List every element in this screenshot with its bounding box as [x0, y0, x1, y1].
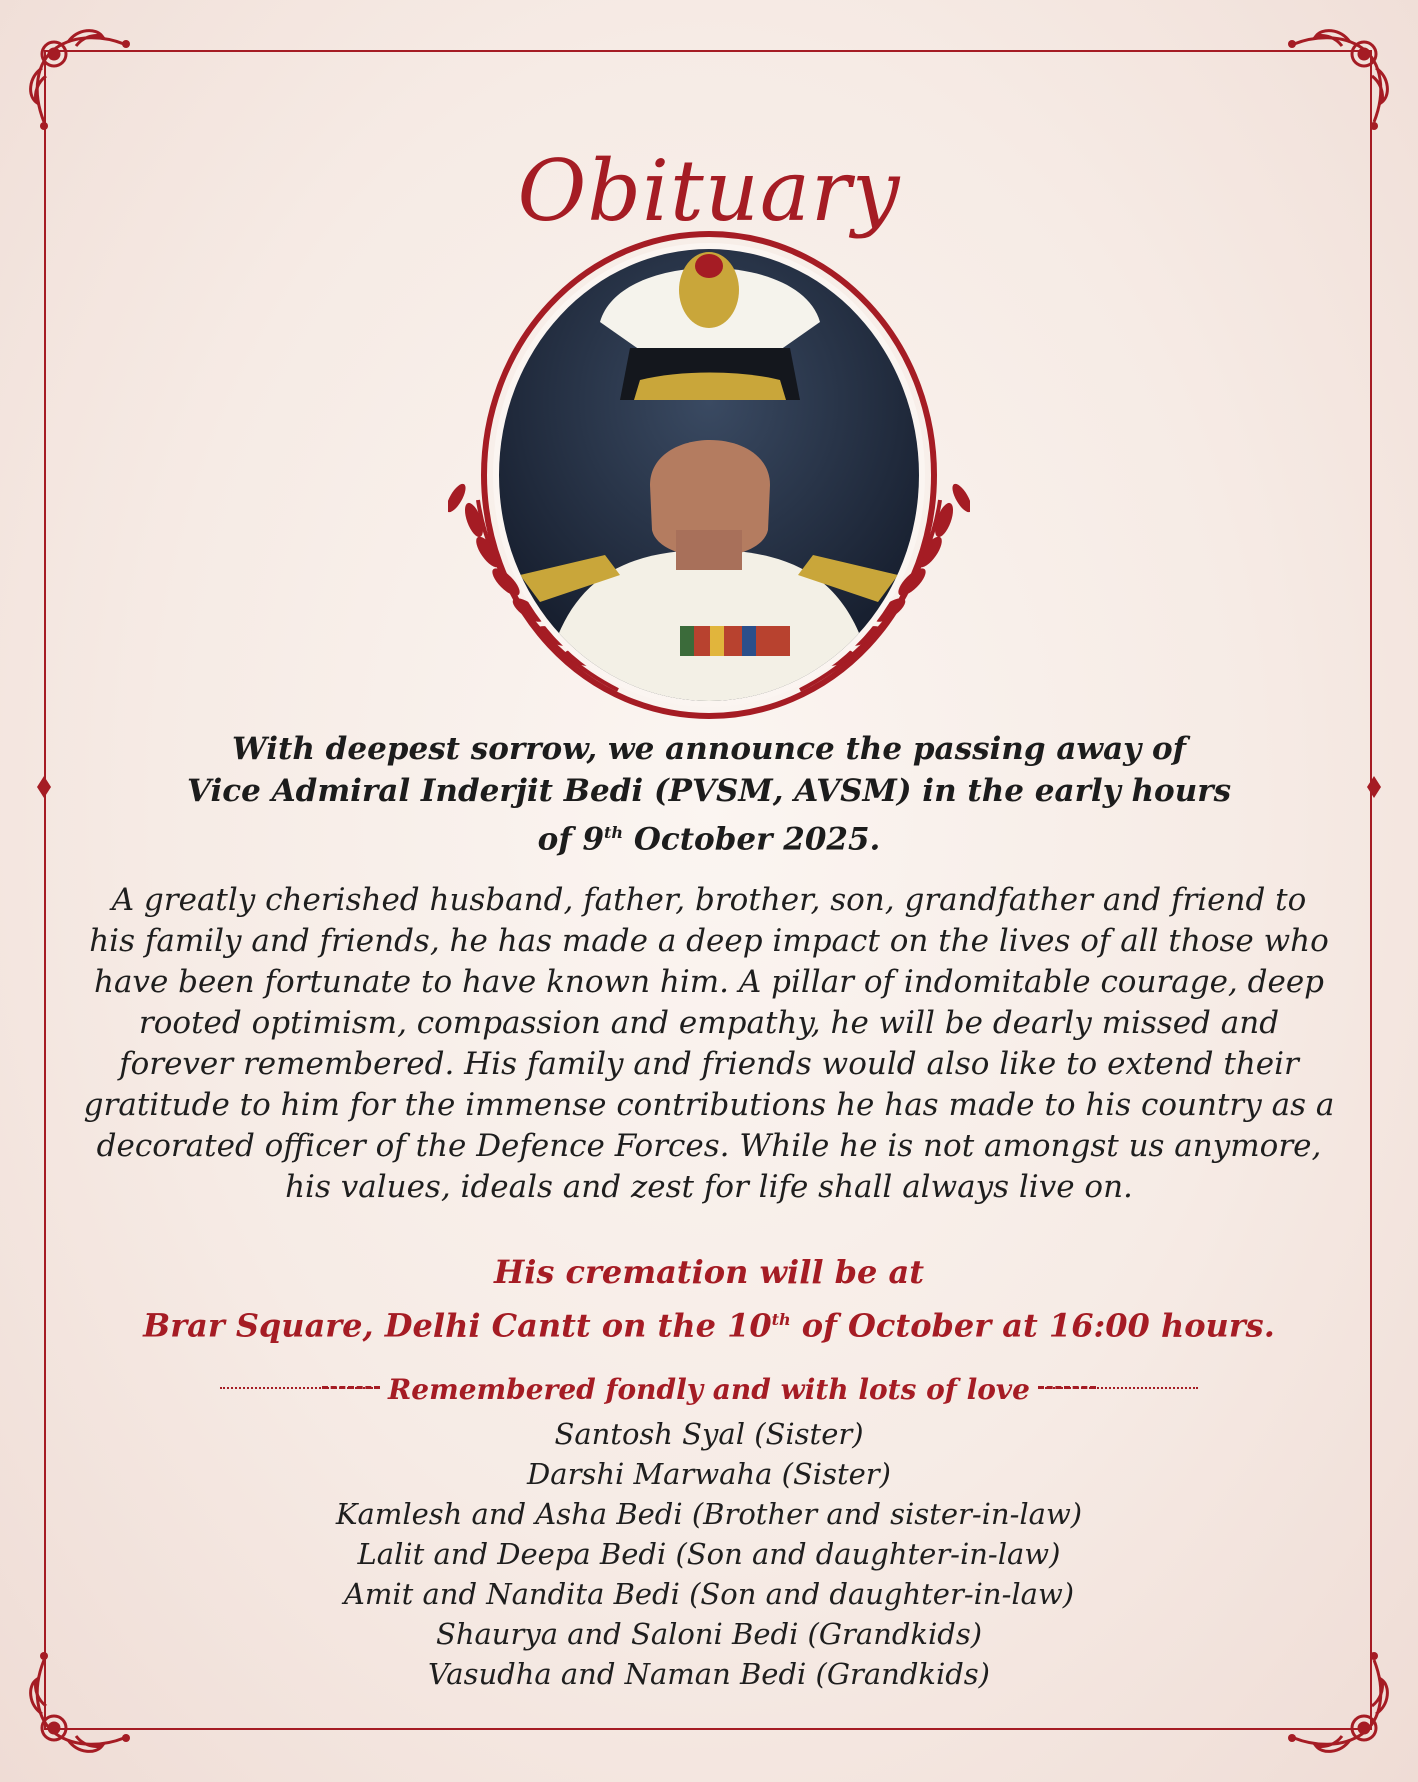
- tribute-line: A greatly cherished husband, father, brother, son, grandfather and friend to: [111, 882, 1307, 918]
- remembered-label: Remembered fondly and with lots of love: [388, 1372, 1030, 1406]
- family-member: Darshi Marwaha (Sister): [527, 1457, 891, 1491]
- divider-left: [220, 1387, 380, 1391]
- cremation-line-1: His cremation will be at: [493, 1253, 925, 1291]
- announcement-line-3: of 9th October 2025.: [537, 821, 881, 858]
- family-member: Santosh Syal (Sister): [554, 1417, 864, 1451]
- tribute-line: decorated officer of the Defence Forces. While he is not amongst us anymore,: [96, 1128, 1322, 1164]
- divider-right: [1038, 1387, 1198, 1391]
- family-list: [0, 1414, 1418, 1694]
- corner-ornament-top-right: [1286, 22, 1396, 132]
- tribute-line: forever remembered. His family and friends would also like to extend their: [119, 1046, 1299, 1082]
- tribute-line: gratitude to him for the immense contributions he has made to his country as a: [83, 1087, 1335, 1123]
- announcement-line-2: Vice Admiral Inderjit Bedi (PVSM, AVSM) in the early hours: [186, 773, 1232, 809]
- announcement-line-1: With deepest sorrow, we announce the passing away of: [231, 731, 1186, 767]
- announcement: [0, 728, 1418, 860]
- tribute-line: his family and friends, he has made a deep impact on the lives of all those who: [89, 923, 1329, 959]
- family-member: Amit and Nandita Bedi (Son and daughter-in-law): [343, 1577, 1075, 1611]
- tribute-paragraph: [78, 880, 1340, 1208]
- tribute-line: have been fortunate to have known him. A pillar of indomitable courage, deep: [93, 964, 1325, 1000]
- family-member: Shaurya and Saloni Bedi (Grandkids): [435, 1617, 983, 1651]
- cremation-line-2: Brar Square, Delhi Cantt on the 10th of October at 16:00 hours.: [143, 1306, 1275, 1345]
- family-member: Lalit and Deepa Bedi (Son and daughter-in-law): [357, 1537, 1061, 1571]
- corner-ornament-top-left: [22, 22, 132, 132]
- cremation-notice: [0, 1248, 1418, 1350]
- tribute-line: his values, ideals and zest for life shall always live on.: [285, 1169, 1133, 1205]
- family-member: Kamlesh and Asha Bedi (Brother and sister-in-law): [335, 1497, 1083, 1531]
- remembered-divider: [220, 1372, 1198, 1406]
- tribute-line: rooted optimism, compassion and empathy, he will be dearly missed and: [138, 1005, 1280, 1041]
- portrait-photo: [480, 230, 938, 720]
- page-title: Obituary: [517, 142, 901, 241]
- portrait-frame: [448, 230, 970, 720]
- family-member: Vasudha and Naman Bedi (Grandkids): [428, 1657, 990, 1691]
